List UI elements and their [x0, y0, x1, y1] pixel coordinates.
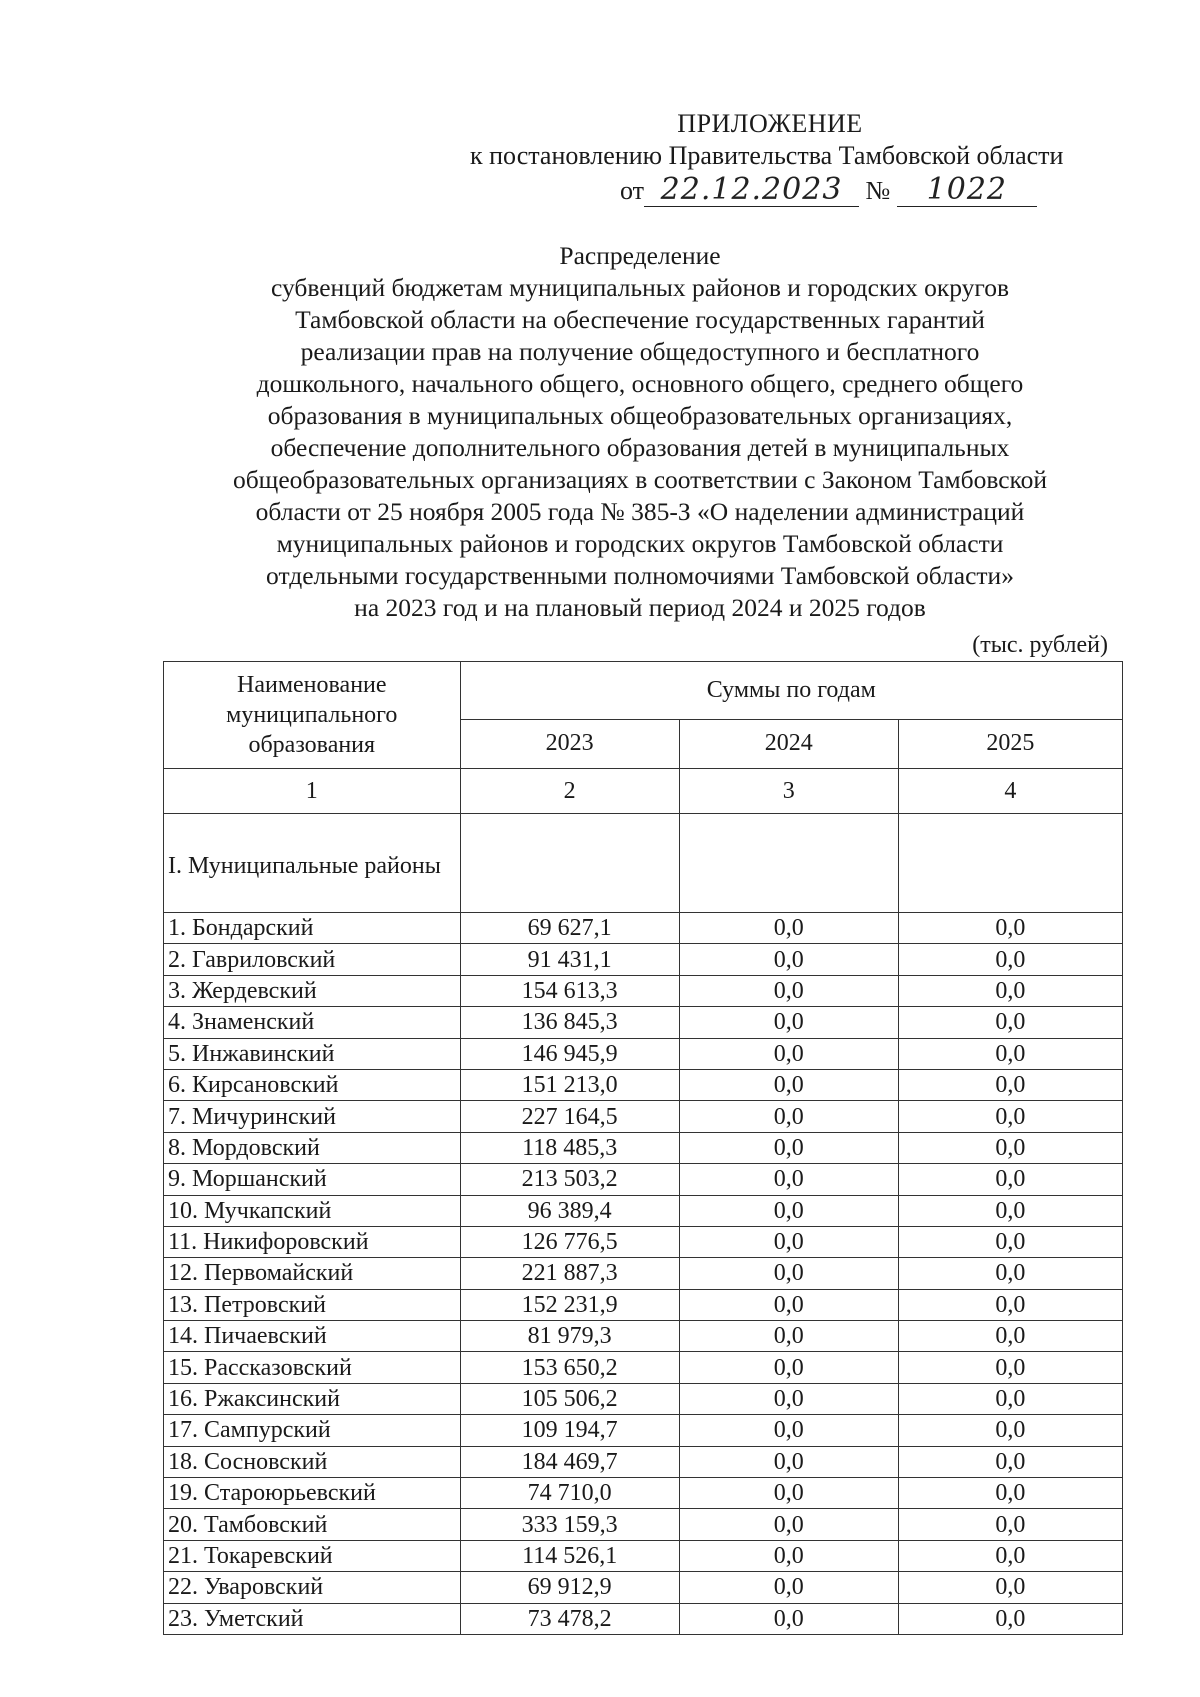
table-body: [164, 913, 1123, 1635]
value-2025: 0,0: [898, 1195, 1122, 1226]
title-line: дошкольного, начального общего, основного общего, среднего общего: [256, 369, 1024, 398]
appendix-title: ПРИЛОЖЕНИЕ: [677, 109, 863, 138]
value-2025: 0,0: [898, 1258, 1122, 1289]
header-year-2025: 2025: [898, 719, 1122, 768]
value-2025: 0,0: [898, 1603, 1122, 1634]
table-row: [164, 1603, 1123, 1634]
column-number: 1: [164, 769, 461, 814]
value-2023: 91 431,1: [460, 944, 679, 975]
value-2025: 0,0: [898, 1007, 1122, 1038]
value-2023: 151 213,0: [460, 1069, 679, 1100]
table-row: [164, 1101, 1123, 1132]
empty-cell: [898, 814, 1122, 913]
table-row: [164, 913, 1123, 944]
table-row: [164, 1226, 1123, 1257]
value-2025: 0,0: [898, 1038, 1122, 1069]
header-year-2024: 2024: [679, 719, 898, 768]
table-row: [164, 1164, 1123, 1195]
value-2025: 0,0: [898, 1478, 1122, 1509]
district-name: 20. Тамбовский: [164, 1509, 461, 1540]
district-name: 14. Пичаевский: [164, 1321, 461, 1352]
title-line: субвенций бюджетам муниципальных районов и городских округов: [270, 273, 1010, 302]
value-2023: 227 164,5: [460, 1101, 679, 1132]
value-2024: 0,0: [679, 1352, 898, 1383]
section-label: I. Муниципальные районы: [164, 814, 461, 913]
table-row: [164, 1289, 1123, 1320]
district-name: 5. Инжавинский: [164, 1038, 461, 1069]
table-row: [164, 975, 1123, 1006]
title-line: образования в муниципальных общеобразовательных организациях,: [267, 401, 1013, 430]
value-2023: 105 506,2: [460, 1383, 679, 1414]
value-2025: 0,0: [898, 1321, 1122, 1352]
title-line: области от 25 ноября 2005 года № 385-З «О наделении администраций: [255, 497, 1025, 526]
header-name-cell: Наименование муниципального образования: [164, 662, 461, 769]
district-name: 13. Петровский: [164, 1289, 461, 1320]
district-name: 9. Моршанский: [164, 1164, 461, 1195]
value-2023: 152 231,9: [460, 1289, 679, 1320]
subsidy-table: [163, 661, 1123, 1635]
value-2024: 0,0: [679, 1164, 898, 1195]
value-2025: 0,0: [898, 975, 1122, 1006]
district-name: 19. Староюрьевский: [164, 1478, 461, 1509]
appendix-header: [470, 108, 1130, 172]
table-row: [164, 1415, 1123, 1446]
value-2024: 0,0: [679, 1195, 898, 1226]
value-2025: 0,0: [898, 913, 1122, 944]
value-2024: 0,0: [679, 1289, 898, 1320]
section-row: [164, 814, 1123, 913]
column-number: 3: [679, 769, 898, 814]
value-2024: 0,0: [679, 913, 898, 944]
title-line: обеспечение дополнительного образования детей в муниципальных: [270, 433, 1010, 462]
value-2023: 221 887,3: [460, 1258, 679, 1289]
value-2024: 0,0: [679, 1383, 898, 1414]
value-2024: 0,0: [679, 1132, 898, 1163]
value-2024: 0,0: [679, 1603, 898, 1634]
district-name: 10. Мучкапский: [164, 1195, 461, 1226]
header-sums-cell: Суммы по годам: [460, 662, 1122, 720]
value-2025: 0,0: [898, 944, 1122, 975]
district-name: 18. Сосновский: [164, 1446, 461, 1477]
value-2023: 118 485,3: [460, 1132, 679, 1163]
district-name: 12. Первомайский: [164, 1258, 461, 1289]
number-prefix: №: [865, 176, 891, 205]
title-line: Распределение: [559, 241, 721, 270]
title-line: муниципальных районов и городских округов Тамбовской области: [276, 529, 1004, 558]
value-2025: 0,0: [898, 1101, 1122, 1132]
value-2023: 146 945,9: [460, 1038, 679, 1069]
district-name: 4. Знаменский: [164, 1007, 461, 1038]
table-row: [164, 1007, 1123, 1038]
table-row: [164, 1478, 1123, 1509]
value-2023: 333 159,3: [460, 1509, 679, 1540]
table-row: [164, 1540, 1123, 1571]
title-line: реализации прав на получение общедоступного и бесплатного: [300, 337, 980, 366]
value-2023: 69 912,9: [460, 1572, 679, 1603]
title-line: Тамбовской области на обеспечение государственных гарантий: [295, 305, 985, 334]
district-name: 7. Мичуринский: [164, 1101, 461, 1132]
value-2024: 0,0: [679, 1415, 898, 1446]
value-2025: 0,0: [898, 1352, 1122, 1383]
district-name: 11. Никифоровский: [164, 1226, 461, 1257]
value-2023: 109 194,7: [460, 1415, 679, 1446]
value-2024: 0,0: [679, 1572, 898, 1603]
table-row: [164, 1038, 1123, 1069]
district-name: 3. Жердевский: [164, 975, 461, 1006]
value-2023: 126 776,5: [460, 1226, 679, 1257]
value-2023: 136 845,3: [460, 1007, 679, 1038]
value-2025: 0,0: [898, 1572, 1122, 1603]
value-2025: 0,0: [898, 1132, 1122, 1163]
title-line: общеобразовательных организациях в соответствии с Законом Тамбовской: [232, 465, 1048, 494]
date-prefix: от: [620, 176, 645, 205]
table-row: [164, 1321, 1123, 1352]
value-2025: 0,0: [898, 1509, 1122, 1540]
value-2025: 0,0: [898, 1415, 1122, 1446]
table-row: [164, 1195, 1123, 1226]
value-2024: 0,0: [679, 1038, 898, 1069]
header-year-2023: 2023: [460, 719, 679, 768]
value-2024: 0,0: [679, 1321, 898, 1352]
table-row: [164, 1352, 1123, 1383]
value-2023: 69 627,1: [460, 913, 679, 944]
value-2023: 184 469,7: [460, 1446, 679, 1477]
value-2023: 154 613,3: [460, 975, 679, 1006]
value-2023: 114 526,1: [460, 1540, 679, 1571]
district-name: 22. Уваровский: [164, 1572, 461, 1603]
value-2024: 0,0: [679, 1540, 898, 1571]
value-2023: 81 979,3: [460, 1321, 679, 1352]
empty-cell: [460, 814, 679, 913]
units-label: (тыс. рублей): [972, 632, 1108, 658]
value-2024: 0,0: [679, 1069, 898, 1100]
appendix-subtitle: к постановлению Правительства Тамбовской области: [470, 141, 1064, 170]
value-2025: 0,0: [898, 1383, 1122, 1414]
table-row: [164, 944, 1123, 975]
value-2025: 0,0: [898, 1446, 1122, 1477]
table-row: [164, 1383, 1123, 1414]
title-line: отдельными государственными полномочиями Тамбовской области»: [266, 561, 1014, 590]
table-row: [164, 1132, 1123, 1163]
value-2025: 0,0: [898, 1164, 1122, 1195]
district-name: 17. Сампурский: [164, 1415, 461, 1446]
value-2023: 74 710,0: [460, 1478, 679, 1509]
title-line: на 2023 год и на плановый период 2024 и 2025 годов: [354, 593, 926, 622]
decree-date-line: [620, 174, 1037, 207]
column-number: 2: [460, 769, 679, 814]
district-name: 21. Токаревский: [164, 1540, 461, 1571]
value-2025: 0,0: [898, 1069, 1122, 1100]
district-name: 1. Бондарский: [164, 913, 461, 944]
column-number: 4: [898, 769, 1122, 814]
value-2023: 213 503,2: [460, 1164, 679, 1195]
table-row: [164, 1258, 1123, 1289]
value-2025: 0,0: [898, 1289, 1122, 1320]
value-2024: 0,0: [679, 1101, 898, 1132]
value-2023: 73 478,2: [460, 1603, 679, 1634]
value-2024: 0,0: [679, 1258, 898, 1289]
table-row: [164, 1446, 1123, 1477]
value-2023: 153 650,2: [460, 1352, 679, 1383]
table-row: [164, 1069, 1123, 1100]
table-row: [164, 1509, 1123, 1540]
value-2024: 0,0: [679, 1226, 898, 1257]
district-name: 23. Уметский: [164, 1603, 461, 1634]
value-2025: 0,0: [898, 1540, 1122, 1571]
value-2025: 0,0: [898, 1226, 1122, 1257]
value-2024: 0,0: [679, 944, 898, 975]
value-2024: 0,0: [679, 1446, 898, 1477]
district-name: 6. Кирсановский: [164, 1069, 461, 1100]
value-2024: 0,0: [679, 1509, 898, 1540]
value-2024: 0,0: [679, 1007, 898, 1038]
value-2024: 0,0: [679, 1478, 898, 1509]
document-title: [160, 240, 1120, 624]
table-row: [164, 1572, 1123, 1603]
handwritten-number: 1022: [897, 174, 1037, 207]
value-2024: 0,0: [679, 975, 898, 1006]
district-name: 8. Мордовский: [164, 1132, 461, 1163]
value-2023: 96 389,4: [460, 1195, 679, 1226]
handwritten-date: 22.12.2023: [644, 174, 859, 207]
empty-cell: [679, 814, 898, 913]
district-name: 2. Гавриловский: [164, 944, 461, 975]
column-number-row: [164, 769, 1123, 814]
district-name: 15. Рассказовский: [164, 1352, 461, 1383]
district-name: 16. Ржаксинский: [164, 1383, 461, 1414]
